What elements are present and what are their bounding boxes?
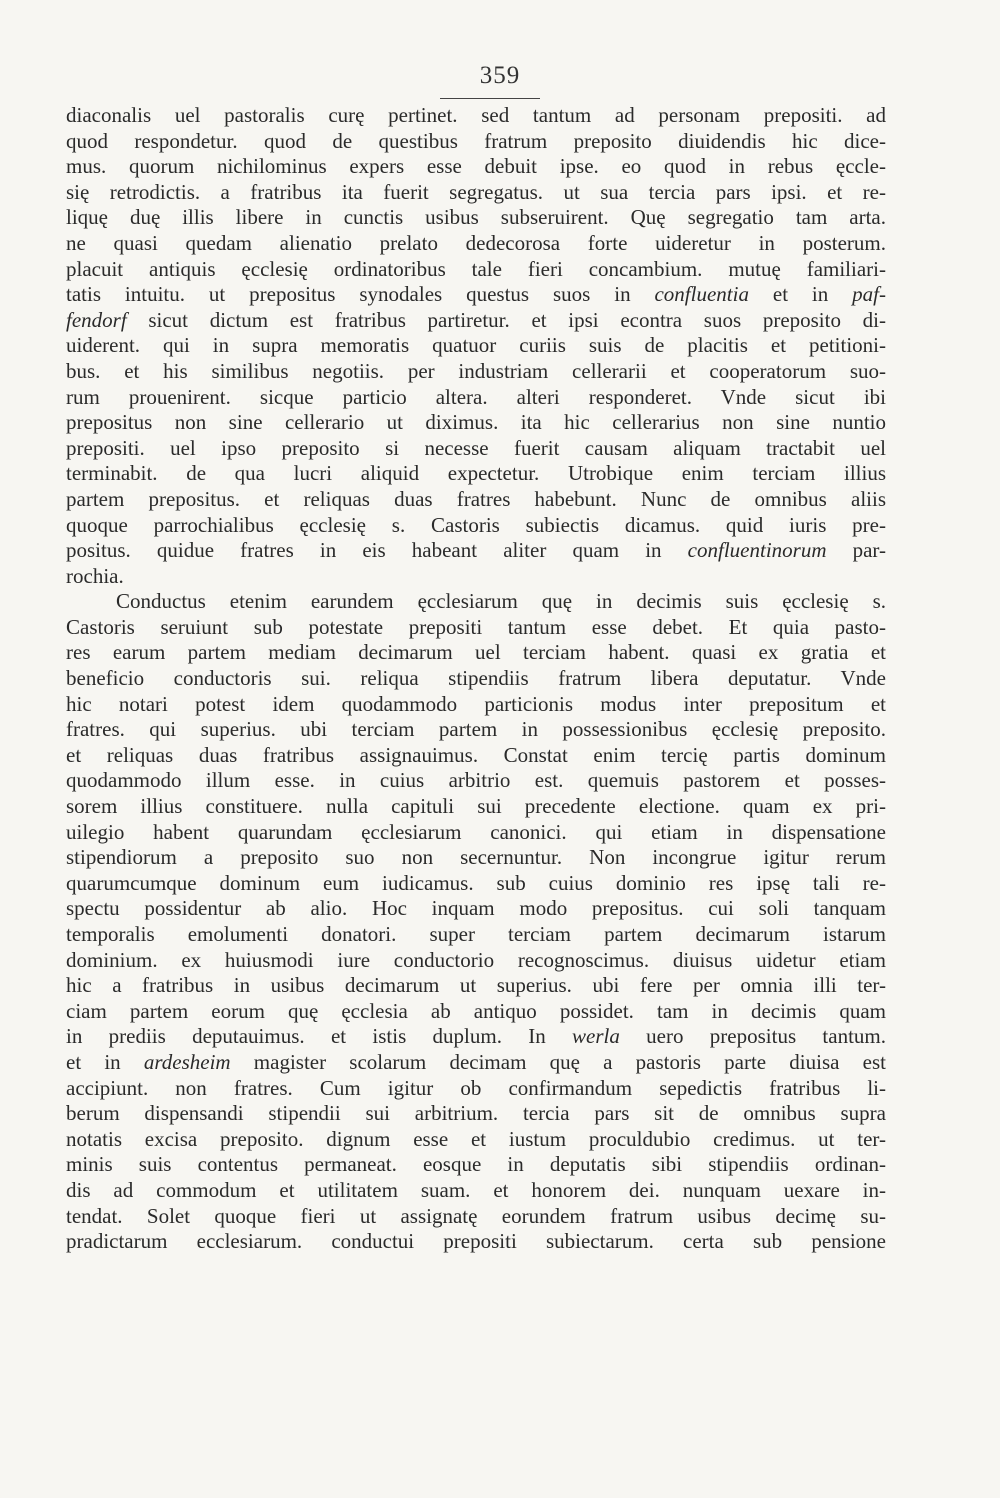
text-line [66,666,886,692]
place-name: fendorf [66,307,127,332]
text-segment: et reliquas duas fratribus assignauimus. Constat enim tercię partis dominum [66,742,886,767]
text-line [66,564,886,590]
text-segment: positus. quidue fratres in eis habeant aliter quam in [66,538,688,563]
text-segment: się retrodictis. a fratribus ita fuerit segregatus. ut sua tercia pars ipsi. et re- [66,179,886,204]
text-segment: in prediis deputauimus. et istis duplum. In [66,1024,573,1049]
text-line [66,461,886,487]
text-line [66,1024,886,1050]
text-line [66,896,886,922]
text-line [66,999,886,1025]
text-line [66,359,886,385]
text-line [66,1050,886,1076]
text-segment: rochia. [66,563,124,588]
text-line [66,692,886,718]
text-line [66,615,886,641]
text-line [66,589,886,615]
text-segment: quarumcumque dominum eum iudicamus. sub cuius dominio res ipsę tali re- [66,870,886,895]
text-segment: liquę duę illis libere in cunctis usibus subseruirent. Quę segregatio tam arta. [66,205,886,230]
text-line [66,1229,886,1255]
text-line [66,973,886,999]
text-line [66,717,886,743]
text-line [66,282,886,308]
text-segment: quodammodo illum esse. in cuius arbitrio est. quemuis pastorem et posses- [66,768,886,793]
text-line [66,333,886,359]
text-segment: mus. quorum nichilominus expers esse debuit ipse. eo quod in rebus ęccle- [66,154,886,179]
text-segment: uilegio habent quarundam ęcclesiarum canonici. qui etiam in dispensatione [66,819,886,844]
text-line [66,436,886,462]
text-line [66,257,886,283]
text-line [66,205,886,231]
text-line [66,922,886,948]
text-line [66,385,886,411]
text-segment: et in [66,1049,144,1074]
text-segment: berum dispensandi stipendii sui arbitrium. tercia pars sit de omnibus supra [66,1101,886,1126]
text-segment: et in [748,282,853,307]
text-line [66,538,886,564]
text-segment: accipiunt. non fratres. Cum igitur ob confirmandum sepedictis fratribus li- [66,1075,886,1100]
text-segment: dominium. ex huiusmodi iure conductorio recognoscimus. diuisus uidetur etiam [66,947,886,972]
place-name: confluentinorum [687,538,827,563]
text-segment: temporalis emolumenti donatori. super terciam partem decimarum istarum [66,922,886,946]
text-segment: fratres. qui superius. ubi terciam partem in possessionibus ęcclesię preposito. [66,717,886,742]
place-name: werla [572,1024,620,1049]
text-segment: sorem illius constituere. nulla capituli sui precedente electione. quam ex pri- [66,794,886,819]
text-line [66,410,886,436]
text-line [66,487,886,513]
text-line [66,948,886,974]
text-segment: terminabit. de qua lucri aliquid expectetur. Utrobique enim terciam illius [66,461,886,486]
text-line [66,845,886,871]
text-segment: Conductus etenim earundem ęcclesiarum quę in decimis suis ęcclesię s. [116,589,886,614]
text-segment: Castoris seruiunt sub potestate prepositi tantum esse debet. Et quia pasto- [66,614,886,639]
text-segment: spectu possidentur ab alio. Hoc inquam modo prepositus. cui soli tanquam [66,896,886,921]
text-segment: notatis excisa preposito. dignum esse et iustum proculdubio credimus. ut ter- [66,1126,886,1151]
text-segment: tendat. Solet quoque fieri ut assignatę eorundem fratrum usibus decimę su- [66,1203,886,1228]
text-segment: bus. et his similibus negotiis. per industriam cellerarii et cooperatorum suo- [66,358,886,383]
text-line [66,640,886,666]
text-segment: hic a fratribus in usibus decimarum ut superius. ubi fere per omnia illi ter- [66,973,886,998]
text-segment: res earum partem mediam decimarum uel terciam habent. quasi ex gratia et [66,640,886,665]
place-name: ardesheim [143,1049,231,1074]
text-line [66,180,886,206]
text-line [66,743,886,769]
text-line [66,1101,886,1127]
text-segment: prepositus non sine cellerario ut diximus. ita hic cellerarius non sine nuntio [66,410,886,435]
text-line [66,154,886,180]
text-segment: hic notari potest idem quodammodo particionis modus inter prepositum et [66,691,886,716]
text-segment: diaconalis uel pastoralis curę pertinet. sed tantum ad personam prepositi. ad [66,103,886,127]
text-segment: ciam partem eorum quę ęcclesia ab antiquo possidet. tam in decimis quam [66,998,886,1023]
text-segment: ne quasi quedam alienatio prelato dedecorosa forte uideretur in posterum. [66,230,886,255]
place-name: confluentia [654,282,749,307]
text-segment: pradictarum ecclesiarum. conductui prepositi subiectarum. certa sub pensione [66,1229,886,1254]
text-line [66,871,886,897]
text-segment: partem prepositus. et reliquas duas fratres habebunt. Nunc de omnibus aliis [66,486,886,511]
text-segment: magister scolarum decimam quę a pastoris parte diuisa est [230,1049,886,1074]
text-line [66,1076,886,1102]
text-segment: placuit antiquis ęcclesię ordinatoribus tale fieri concambium. mutuę familiari- [66,256,886,281]
text-segment: uiderent. qui in supra memoratis quatuor curiis suis de placitis et petitioni- [66,333,886,358]
text-line [66,768,886,794]
text-line [66,1178,886,1204]
text-line [66,1152,886,1178]
place-name: paf- [852,282,886,307]
page-number-rule [440,98,540,99]
text-segment: stipendiorum a preposito suo non secernuntur. Non incongrue igitur rerum [66,845,886,870]
text-segment: dis ad commodum et utilitatem suam. et honorem dei. nunquam uexare in- [66,1177,886,1202]
text-line [66,231,886,257]
text-segment: uero prepositus tantum. [619,1024,886,1049]
text-segment: rum prouenirent. sicque particio altera. alteri responderet. Vnde sicut ibi [66,384,886,409]
text-segment: tatis intuitu. ut prepositus synodales questus suos in [66,282,655,307]
body-text [66,103,886,1255]
text-line [66,1127,886,1153]
text-line [66,1204,886,1230]
text-segment: sicut dictum est fratribus partiretur. et ipsi econtra suos preposito di- [126,307,886,332]
text-line [66,308,886,334]
text-line [66,794,886,820]
text-segment: par- [826,538,886,563]
page-number: 359 [479,62,521,89]
text-segment: beneficio conductoris sui. reliqua stipendiis fratrum libera deputatur. Vnde [66,666,886,691]
text-line [66,129,886,155]
text-line [66,820,886,846]
text-segment: quod respondetur. quod de questibus fratrum preposito diuidendis hic dice- [66,128,886,153]
text-segment: quoque parrochialibus ęcclesię s. Castoris subiectis dicamus. quid iuris pre- [66,512,886,537]
text-segment: prepositi. uel ipso preposito si necesse fuerit causam aliquam tractabit uel [66,435,886,460]
text-line [66,103,886,129]
text-segment: minis suis contentus permaneat. eosque in deputatis sibi stipendiis ordinan- [66,1152,886,1177]
text-line [66,513,886,539]
